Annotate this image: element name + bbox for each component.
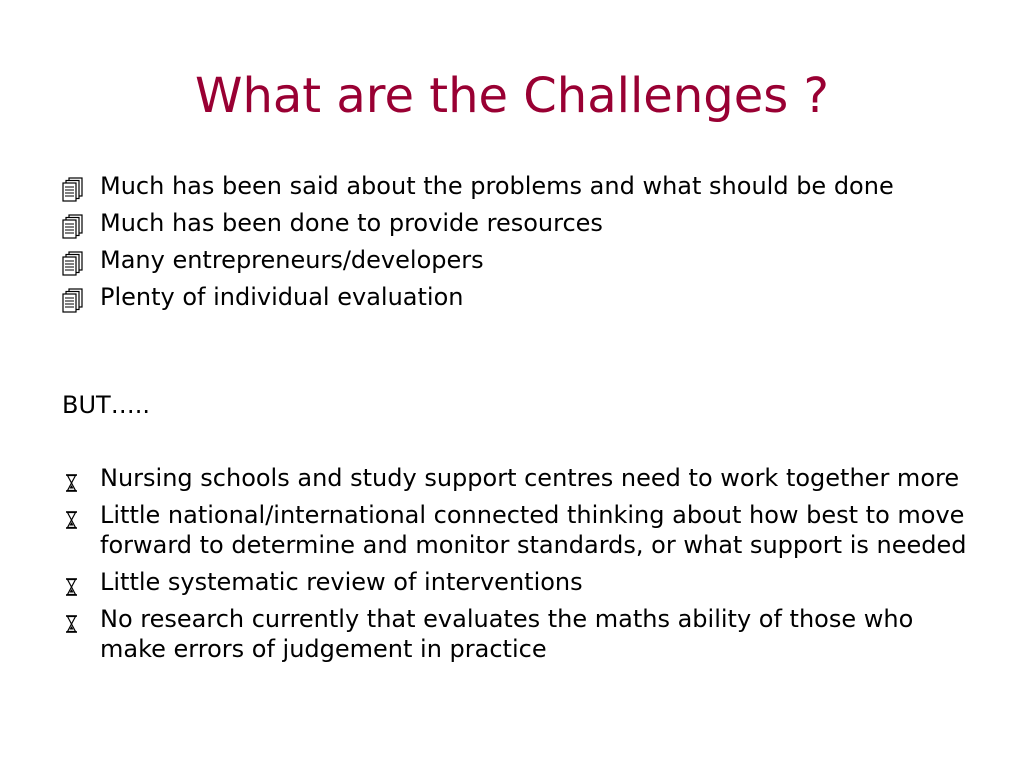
but-transition: BUT….. [62,391,150,419]
list-item [60,282,980,312]
list-item-text: Much has been done to provide resources [100,209,603,237]
slide-title: What are the Challenges ? [194,68,829,124]
documents-stack-icon [60,214,86,240]
list-item [60,245,980,275]
list-item-text: Plenty of individual evaluation [100,283,464,311]
documents-stack-icon [60,288,86,314]
documents-stack-icon [60,251,86,277]
list-item [60,463,980,493]
list-item [60,604,980,664]
list-item-text: Little national/international connected thinking about how best to move forward to determine and monitor standards, or what support is needed [100,501,967,559]
list-item [60,567,980,597]
documents-stack-icon [60,177,86,203]
list-item [60,500,980,560]
list-item [60,171,980,201]
hourglass-icon [60,506,86,532]
hourglass-icon [60,610,86,636]
list-item-text: Little systematic review of interventions [100,568,583,596]
list-item-text: Nursing schools and study support centres need to work together more [100,464,960,492]
intro-bullet-list [60,171,980,319]
hourglass-icon [60,573,86,599]
list-item-text: No research currently that evaluates the maths ability of those who make errors of judgement in practice [100,605,914,663]
list-item-text: Much has been said about the problems and what should be done [100,172,894,200]
hourglass-icon [60,469,86,495]
list-item [60,208,980,238]
challenges-bullet-list [60,463,980,671]
list-item-text: Many entrepreneurs/developers [100,246,484,274]
